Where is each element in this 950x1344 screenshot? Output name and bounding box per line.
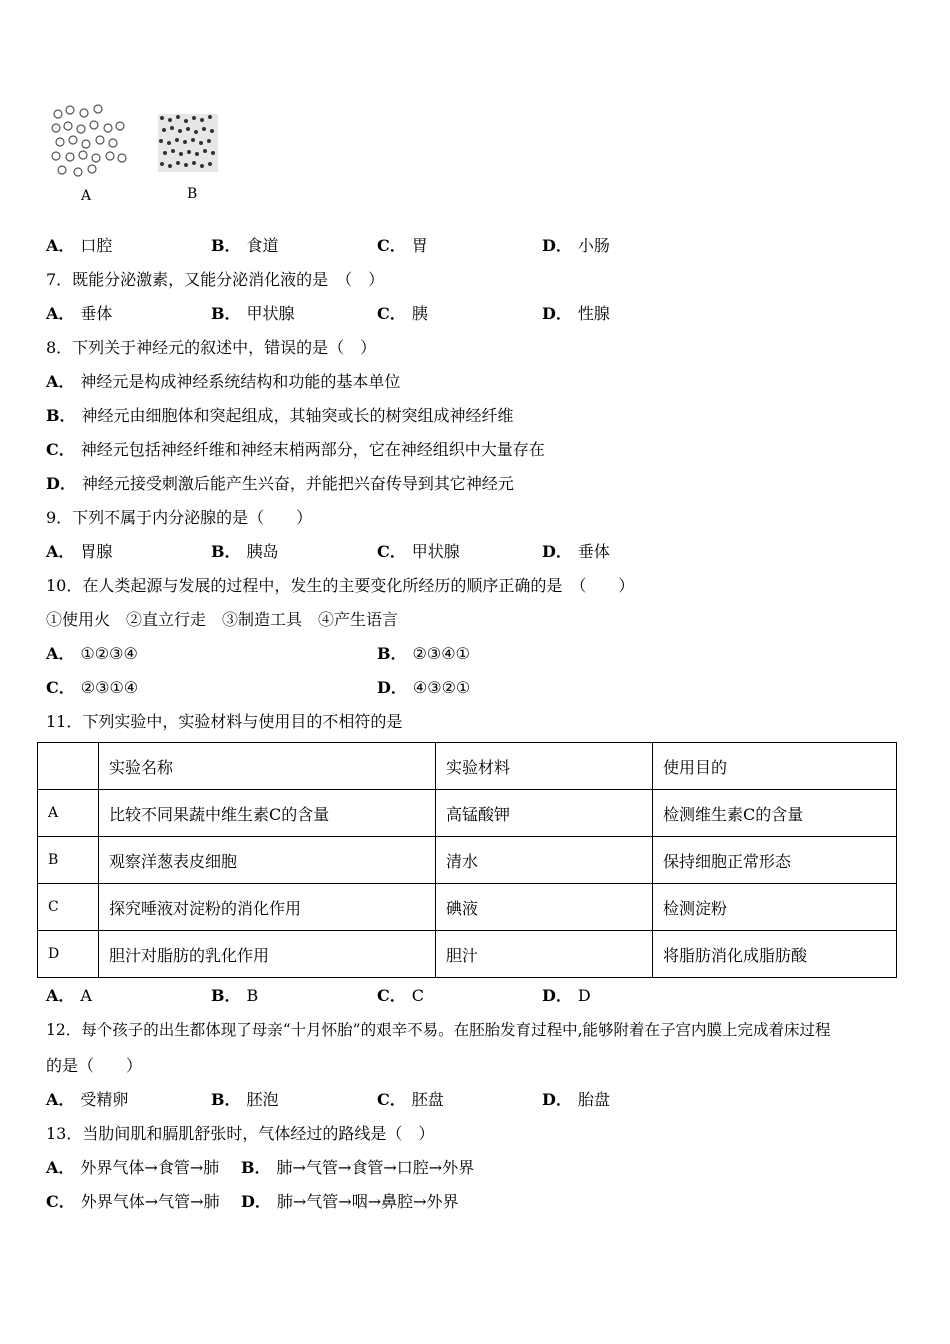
figure-label-a: A bbox=[81, 188, 92, 204]
q13-option-d[interactable] bbox=[241, 1192, 459, 1212]
q7-option-b[interactable] bbox=[211, 304, 295, 324]
option-letter: A． bbox=[46, 236, 75, 255]
option-text: 胚盘 bbox=[411, 1090, 444, 1109]
q10-option-c[interactable] bbox=[46, 678, 138, 698]
option-letter: B． bbox=[211, 304, 241, 323]
option-letter: C． bbox=[46, 440, 75, 459]
q13-option-a[interactable] bbox=[46, 1158, 219, 1178]
q9-option-c[interactable] bbox=[377, 542, 460, 562]
table-header-row bbox=[38, 743, 897, 790]
table-row bbox=[38, 884, 897, 931]
q11-option-a[interactable] bbox=[46, 986, 92, 1006]
q12-option-a[interactable] bbox=[46, 1090, 128, 1110]
option-letter: A． bbox=[46, 1158, 75, 1177]
option-text: 肺→气管→食管→口腔→外界 bbox=[276, 1158, 475, 1177]
q10-option-b[interactable] bbox=[377, 644, 470, 664]
q10-option-a[interactable] bbox=[46, 644, 138, 664]
option-text: 神经元包括神经纤维和神经末梢两部分，它在神经组织中大量存在 bbox=[80, 440, 545, 459]
table-cell: 胆汁对脂肪的乳化作用 bbox=[99, 931, 436, 978]
q9-stem: 9．下列不属于内分泌腺的是（ ） bbox=[46, 508, 313, 527]
table-cell: 检测淀粉 bbox=[653, 884, 897, 931]
option-letter: B． bbox=[211, 986, 241, 1005]
option-text: ①②③④ bbox=[80, 644, 138, 663]
option-letter: D． bbox=[241, 1192, 271, 1211]
option-letter: A． bbox=[46, 304, 75, 323]
q11-stem: 11．下列实验中，实验材料与使用目的不相符的是 bbox=[46, 712, 403, 731]
figure-b-cells bbox=[158, 114, 218, 172]
q13-stem: 13．当肋间肌和膈肌舒张时，气体经过的路线是（ ） bbox=[46, 1124, 435, 1143]
option-text: 神经元是构成神经系统结构和功能的基本单位 bbox=[80, 372, 401, 391]
option-letter: A． bbox=[46, 644, 75, 663]
q6-option-b[interactable] bbox=[211, 236, 279, 256]
table-cell: 检测维生素C的含量 bbox=[653, 790, 897, 837]
figure-label-b: B bbox=[187, 186, 198, 202]
option-text: 胎盘 bbox=[577, 1090, 610, 1109]
option-letter: B． bbox=[377, 644, 407, 663]
option-text: 神经元接受刺激后能产生兴奋，并能把兴奋传导到其它神经元 bbox=[81, 474, 514, 493]
table-cell: 高锰酸钾 bbox=[436, 790, 653, 837]
option-letter: D． bbox=[377, 678, 407, 697]
table-cell: B bbox=[38, 837, 99, 884]
option-text: 甲状腺 bbox=[411, 542, 460, 561]
table-cell: D bbox=[38, 931, 99, 978]
option-letter: B． bbox=[211, 542, 241, 561]
option-letter: B． bbox=[46, 406, 76, 425]
table-cell: 胆汁 bbox=[436, 931, 653, 978]
q11-table bbox=[37, 742, 897, 978]
table-cell: 比较不同果蔬中维生素C的含量 bbox=[99, 790, 436, 837]
option-text: ②③④① bbox=[412, 644, 470, 663]
option-text: ④③②① bbox=[412, 678, 471, 697]
option-text: 口腔 bbox=[80, 236, 113, 255]
q9-option-d[interactable] bbox=[542, 542, 610, 562]
table-cell: 保持细胞正常形态 bbox=[653, 837, 897, 884]
q12-option-d[interactable] bbox=[542, 1090, 610, 1110]
option-text: 胰 bbox=[411, 304, 428, 323]
table-cell: 清水 bbox=[436, 837, 653, 884]
option-letter: A． bbox=[46, 372, 75, 391]
option-text: 性腺 bbox=[577, 304, 610, 323]
option-text: C bbox=[411, 986, 424, 1005]
option-text: D bbox=[577, 986, 591, 1005]
q12-stem-line1: 12．每个孩子的出生都体现了母亲“十月怀胎”的艰辛不易。在胚胎发育过程中,能够附着在子宫内膜上完成着床过程 bbox=[46, 1021, 831, 1039]
option-text: ②③①④ bbox=[80, 678, 139, 697]
option-letter: B． bbox=[241, 1158, 271, 1177]
table-cell: 碘液 bbox=[436, 884, 653, 931]
table-header-cell: 使用目的 bbox=[653, 743, 897, 790]
option-text: B bbox=[246, 986, 259, 1005]
option-letter: B． bbox=[211, 1090, 241, 1109]
option-text: 食道 bbox=[246, 236, 279, 255]
option-text: 胚泡 bbox=[246, 1090, 279, 1109]
option-letter: A． bbox=[46, 1090, 75, 1109]
q13-option-c[interactable] bbox=[46, 1192, 220, 1212]
option-letter: C． bbox=[377, 542, 406, 561]
q8-option-b[interactable] bbox=[46, 406, 514, 426]
q12-option-c[interactable] bbox=[377, 1090, 444, 1110]
q8-stem: 8．下列关于神经元的叙述中，错误的是（ ） bbox=[46, 338, 377, 357]
option-text: 胃腺 bbox=[80, 542, 113, 561]
table-cell: 观察洋葱表皮细胞 bbox=[99, 837, 436, 884]
option-text: 受精卵 bbox=[80, 1090, 129, 1109]
option-text: 胃 bbox=[411, 236, 428, 255]
option-letter: C． bbox=[377, 1090, 406, 1109]
q13-option-b[interactable] bbox=[241, 1158, 474, 1178]
option-letter: C． bbox=[377, 986, 406, 1005]
option-text: 甲状腺 bbox=[246, 304, 295, 323]
q7-option-a[interactable] bbox=[46, 304, 112, 324]
q9-option-a[interactable] bbox=[46, 542, 112, 562]
q11-option-b[interactable] bbox=[211, 986, 258, 1006]
q8-option-c[interactable] bbox=[46, 440, 545, 460]
table-cell: C bbox=[38, 884, 99, 931]
option-text: A bbox=[80, 986, 92, 1005]
q12-option-b[interactable] bbox=[211, 1090, 279, 1110]
option-letter: D． bbox=[46, 474, 76, 493]
q11-option-d[interactable] bbox=[542, 986, 591, 1006]
q10-option-d[interactable] bbox=[377, 678, 470, 698]
option-text: 胰岛 bbox=[246, 542, 279, 561]
q7-stem: 7．既能分泌激素，又能分泌消化液的是 （ ） bbox=[46, 270, 385, 289]
q6-option-c[interactable] bbox=[377, 236, 428, 256]
option-text: 垂体 bbox=[80, 304, 113, 323]
cell-figure-drawing bbox=[48, 100, 238, 190]
table-header-cell: 实验名称 bbox=[99, 743, 436, 790]
figure-a-cells bbox=[52, 105, 126, 176]
q9-option-b[interactable] bbox=[211, 542, 279, 562]
q10-stem: 10．在人类起源与发展的过程中，发生的主要变化所经历的顺序正确的是 （ ） bbox=[46, 576, 635, 595]
option-letter: D． bbox=[542, 236, 572, 255]
option-letter: B． bbox=[211, 236, 241, 255]
option-letter: C． bbox=[377, 304, 406, 323]
table-header-cell: 实验材料 bbox=[436, 743, 653, 790]
option-letter: C． bbox=[46, 678, 75, 697]
option-text: 外界气体→食管→肺 bbox=[80, 1158, 220, 1177]
q7-option-c[interactable] bbox=[377, 304, 428, 324]
option-text: 外界气体→气管→肺 bbox=[80, 1192, 220, 1211]
table-cell: A bbox=[38, 790, 99, 837]
option-letter: C． bbox=[46, 1192, 75, 1211]
table-row bbox=[38, 790, 897, 837]
q12-stem-line2: 的是（ ） bbox=[46, 1056, 143, 1075]
table-row bbox=[38, 837, 897, 884]
option-letter: D． bbox=[542, 986, 572, 1005]
cell-figure bbox=[48, 100, 238, 210]
option-text: 肺→气管→咽→鼻腔→外界 bbox=[276, 1192, 459, 1211]
q6-option-d[interactable] bbox=[542, 236, 610, 256]
option-text: 小肠 bbox=[577, 236, 610, 255]
option-letter: D． bbox=[542, 304, 572, 323]
table-cell: 探究唾液对淀粉的消化作用 bbox=[99, 884, 436, 931]
option-letter: A． bbox=[46, 542, 75, 561]
table-row bbox=[38, 931, 897, 978]
option-text: 神经元由细胞体和突起组成，其轴突或长的树突组成神经纤维 bbox=[81, 406, 514, 425]
q7-option-d[interactable] bbox=[542, 304, 610, 324]
q8-option-a[interactable] bbox=[46, 372, 400, 392]
option-letter: D． bbox=[542, 542, 572, 561]
q6-option-a[interactable] bbox=[46, 236, 112, 256]
q11-option-c[interactable] bbox=[377, 986, 424, 1006]
q8-option-d[interactable] bbox=[46, 474, 514, 494]
table-cell: 将脂肪消化成脂肪酸 bbox=[653, 931, 897, 978]
q10-items: ①使用火 ②直立行走 ③制造工具 ④产生语言 bbox=[46, 610, 399, 629]
option-letter: D． bbox=[542, 1090, 572, 1109]
option-letter: C． bbox=[377, 236, 406, 255]
option-letter: A． bbox=[46, 986, 75, 1005]
option-text: 垂体 bbox=[577, 542, 610, 561]
table-header-cell bbox=[38, 743, 99, 790]
